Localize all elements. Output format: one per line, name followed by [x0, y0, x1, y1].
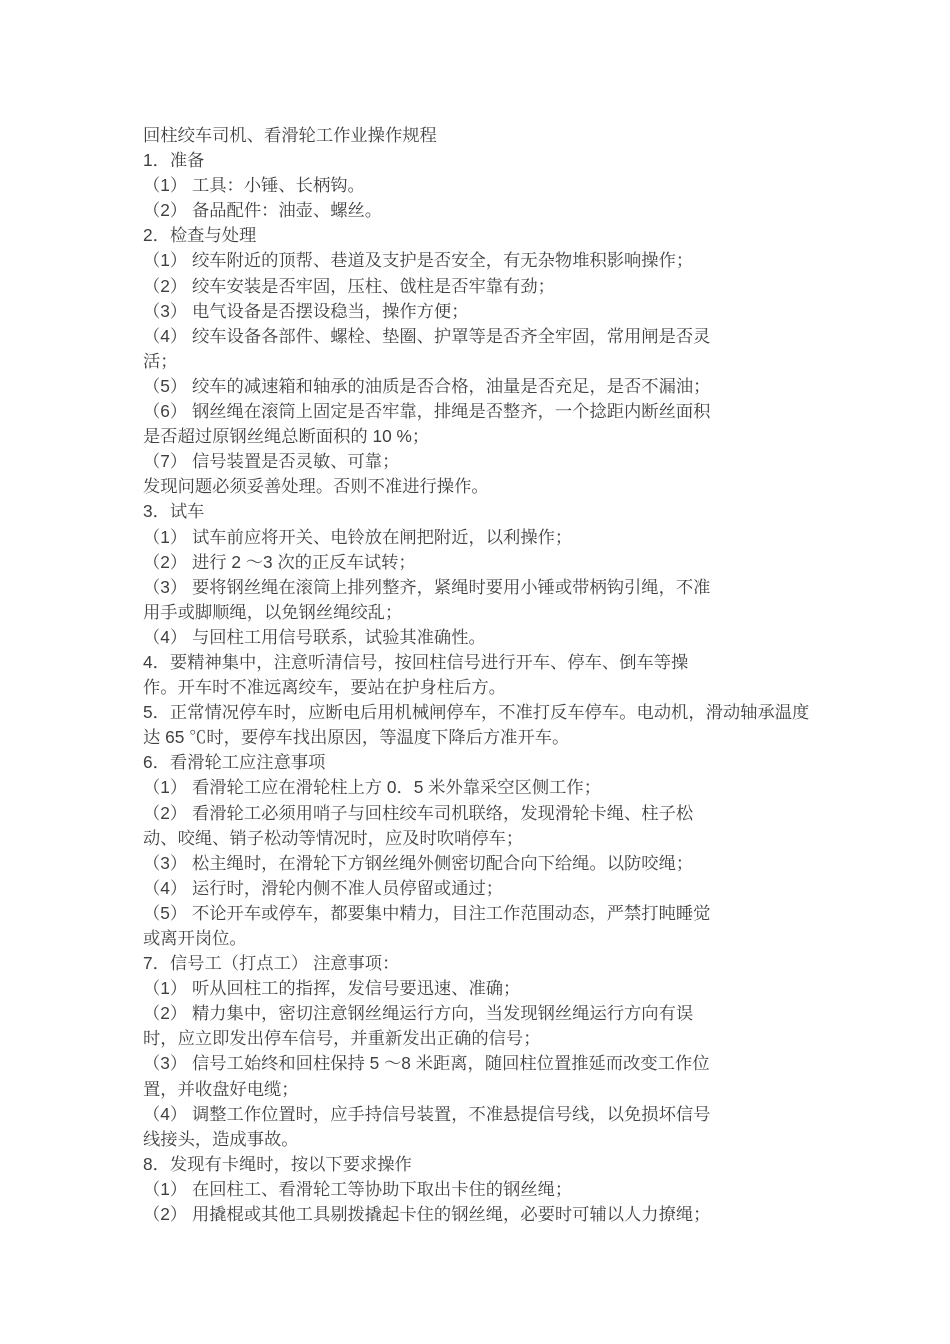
text-line: （2） 看滑轮工必须用哨子与回柱绞车司机联络，发现滑轮卡绳、柱子松 [143, 802, 694, 823]
text-line: （3） 要将钢丝绳在滚筒上排列整齐，紧绳时要用小锤或带柄钩引绳，不准 [143, 576, 711, 597]
text-line: （4） 绞车设备各部件、螺栓、垫圈、护罩等是否齐全牢固，常用闸是否灵 [143, 325, 711, 346]
text-line: 活； [143, 350, 178, 371]
text-line: （3） 松主绳时，在滑轮下方钢丝绳外侧密切配合向下给绳。以防咬绳； [143, 852, 694, 873]
text-line: （1） 工具：小锤、长柄钩。 [143, 175, 365, 196]
text-line: 4．要精神集中，注意听清信号，按回柱信号进行开车、停车、倒车等操 [143, 651, 689, 672]
text-line: （4） 与回柱工用信号联系，试验其准确性。 [143, 626, 486, 647]
text-line: 6．看滑轮工应注意事项 [143, 752, 326, 773]
text-line: （2） 进行 2 ～3 次的正反车试转； [143, 551, 416, 572]
text-line: （1） 试车前应将开关、电铃放在闸把附近，以利操作； [143, 526, 573, 547]
text-line: （5） 不论开车或停车，都要集中精力，目注工作范围动态，严禁打盹睡觉 [143, 902, 711, 923]
text-line: 线接头，造成事故。 [143, 1128, 299, 1149]
text-line: （2） 用撬棍或其他工具剔拨撬起卡住的钢丝绳，必要时可辅以人力撩绳； [143, 1204, 711, 1225]
text-line: （1） 在回柱工、看滑轮工等协助下取出卡住的钢丝绳； [143, 1178, 573, 1199]
text-line: 2．检查与处理 [143, 225, 257, 246]
text-line: （2） 精力集中，密切注意钢丝绳运行方向，当发现钢丝绳运行方向有误 [143, 1003, 694, 1024]
text-line: （2） 绞车安装是否牢固，压柱、戗柱是否牢靠有劲； [143, 275, 555, 296]
text-line: 或离开岗位。 [143, 928, 247, 948]
text-line: 动、咬绳、销子松动等情况时，应及时吹哨停车； [143, 827, 524, 848]
text-line: 8．发现有卡绳时，按以下要求操作 [143, 1153, 412, 1174]
text-line: （5） 绞车的减速箱和轴承的油质是否合格，油量是否充足，是否不漏油； [143, 375, 711, 396]
text-line: （3） 电气设备是否摆设稳当，操作方便； [143, 300, 469, 321]
text-line: （4） 调整工作位置时，应手持信号装置，不准悬提信号线，以免损坏信号 [143, 1103, 711, 1124]
text-line: （7） 信号装置是否灵敏、可靠； [143, 451, 400, 472]
text-line: 7．信号工（打点工） 注意事项： [143, 953, 400, 974]
text-line: 5．正常情况停车时，应断电后用机械闸停车，不准打反车停车。电动机，滑动轴承温度 [143, 702, 810, 723]
text-line: 1．准备 [143, 150, 205, 171]
text-line: 作。开车时不准远离绞车，要站在护身柱后方。 [143, 677, 506, 698]
text-line: （1） 看滑轮工应在滑轮柱上方 0．5 米外靠采空区侧工作； [143, 777, 601, 798]
text-line: 置，并收盘好电缆； [143, 1078, 299, 1099]
text-line: （4） 运行时，滑轮内侧不准人员停留或通过； [143, 877, 504, 898]
text-line: （1） 听从回柱工的指挥，发信号要迅速、准确； [143, 978, 521, 999]
text-line: （6） 钢丝绳在滚筒上固定是否牢靠，排绳是否整齐，一个捻距内断丝面积 [143, 401, 711, 422]
document-lines [143, 148, 903, 1227]
text-line: 时，应立即发出停车信号，并重新发出正确的信号； [143, 1028, 541, 1049]
text-line: （3） 信号工始终和回柱保持 5 ～8 米距离，随回柱位置推延而改变工作位 [143, 1053, 710, 1074]
text-line: 发现问题必须妥善处理。否则不准进行操作。 [143, 476, 489, 497]
document-title: 回柱绞车司机、看滑轮工作业操作规程 [143, 125, 437, 145]
text-line: （1） 绞车附近的顶帮、巷道及支护是否安全，有无杂物堆积影响操作； [143, 250, 694, 271]
text-line: 3．试车 [143, 501, 205, 522]
document-body [143, 123, 903, 1227]
text-line: （2） 备品配件：油壶、螺丝。 [143, 200, 383, 221]
text-line: 是否超过原钢丝绳总断面积的 10 %； [143, 426, 430, 447]
text-line: 用手或脚顺绳，以免钢丝绳绞乱； [143, 601, 403, 622]
text-line: 达 65 ℃时，要停车找出原因，等温度下降后方准开车。 [143, 727, 570, 748]
